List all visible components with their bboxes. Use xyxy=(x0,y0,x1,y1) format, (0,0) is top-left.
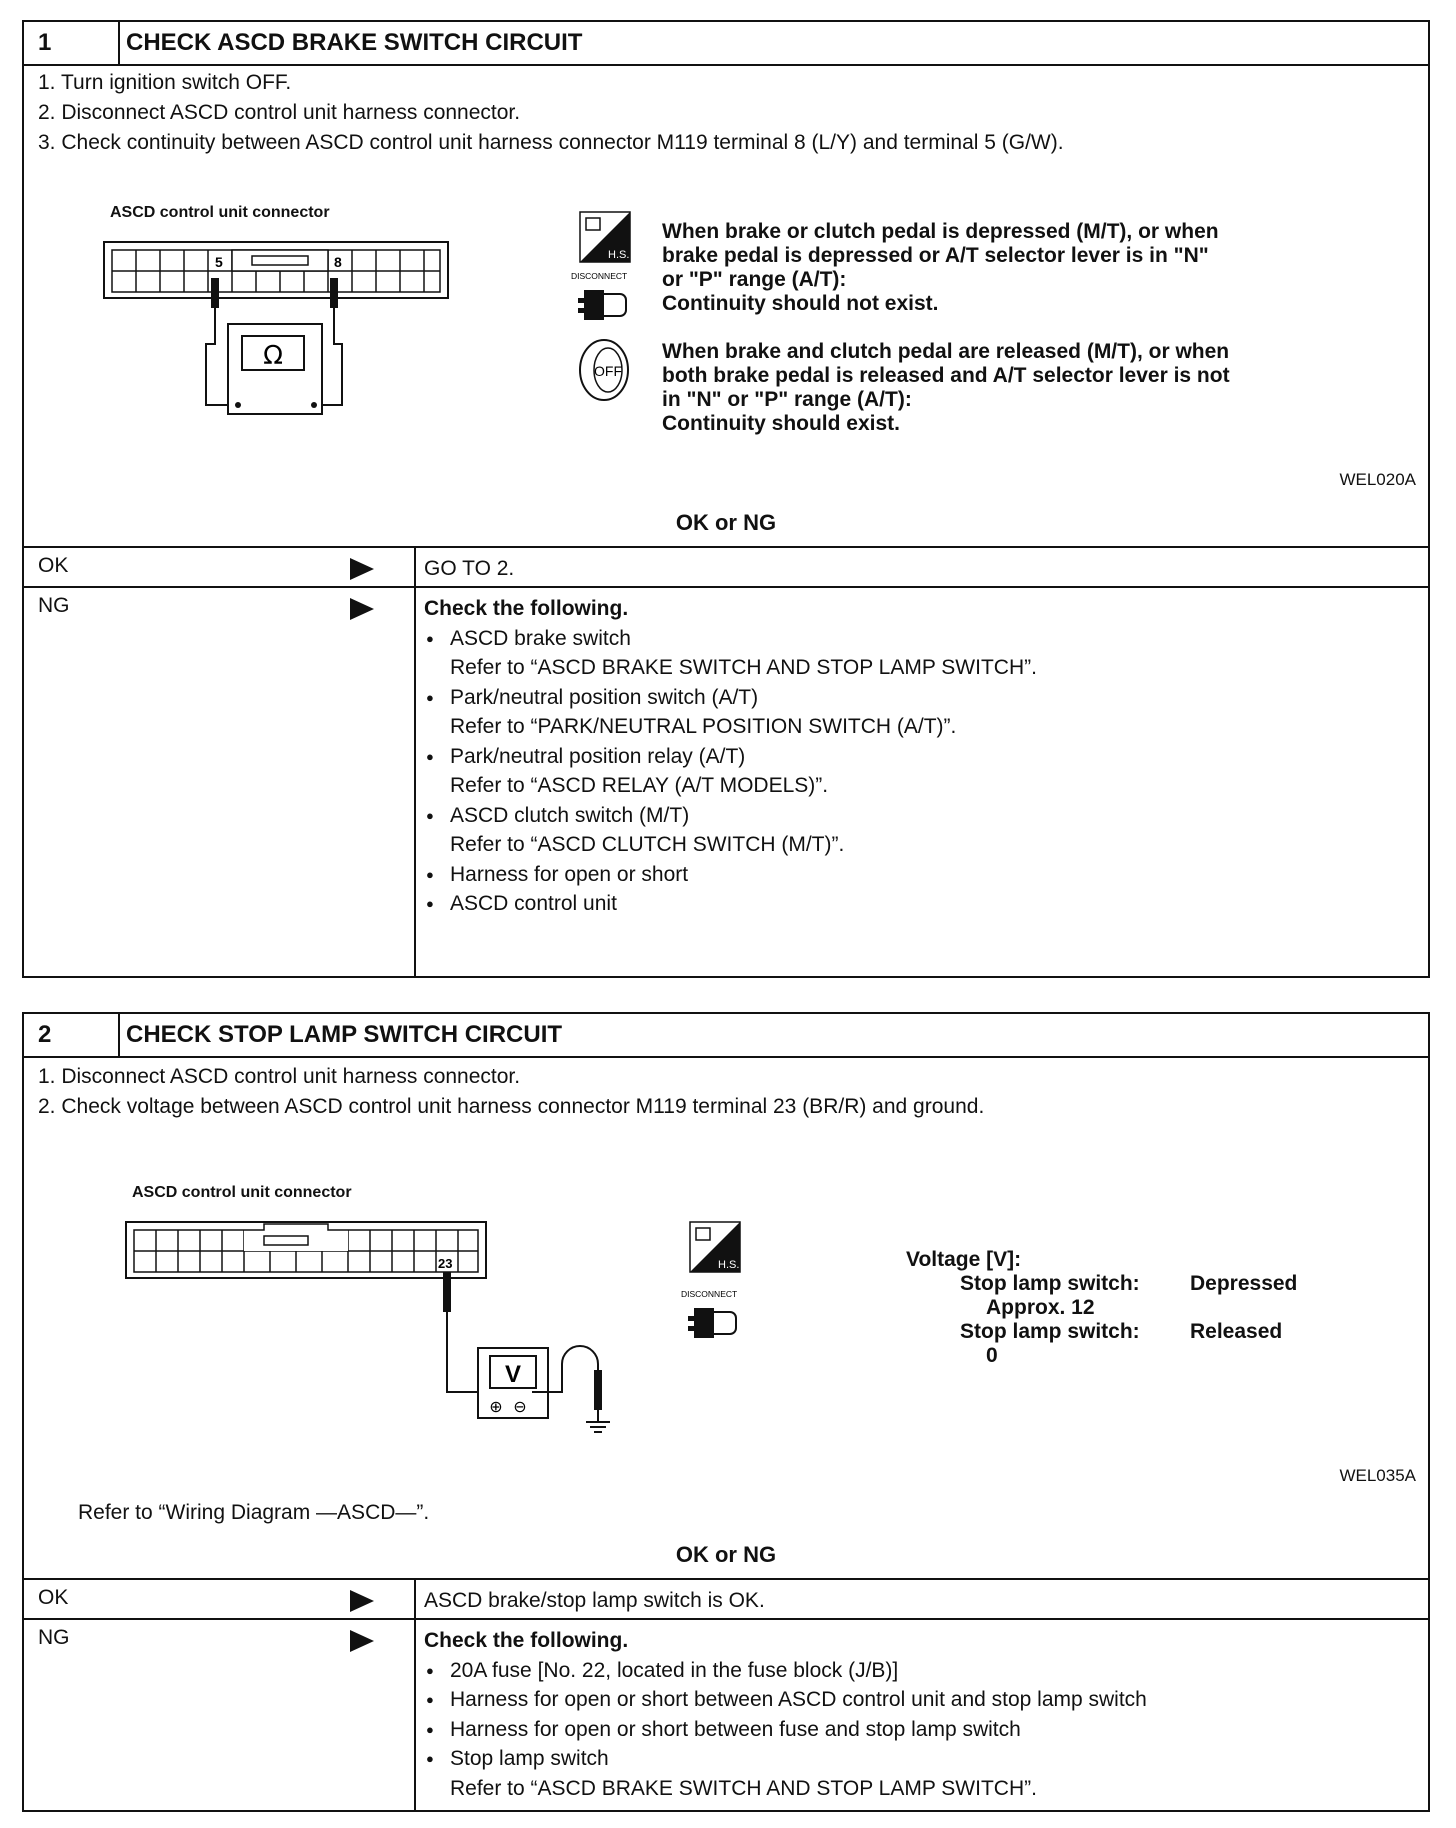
list-item: ● 20A fuse [No. 22, located in the fuse block (J/B)] xyxy=(424,1656,1420,1686)
ok-result: ASCD brake/stop lamp switch is OK. xyxy=(414,1580,1428,1618)
icon-column xyxy=(680,1220,752,1350)
ignition-off-icon xyxy=(580,340,628,400)
ng-checklist xyxy=(424,1656,1420,1804)
spec-block-exist: When brake and clutch pedal are released (M/T), or when both brake pedal is released and A/T selector lever is not in "N" or "P" range (A/T): Continuity should exist. xyxy=(662,340,1230,435)
hs-icon xyxy=(580,212,630,262)
arrow-icon xyxy=(350,598,374,620)
instruction-line: 2. Check voltage between ASCD control unit harness connector M119 terminal 23 (BR/R) and ground. xyxy=(38,1095,985,1118)
svg-text:H.S.: H.S. xyxy=(718,1259,740,1271)
list-item-ref: Refer to “ASCD RELAY (A/T MODELS)”. xyxy=(450,774,829,797)
instruction-line: 1. Turn ignition switch OFF. xyxy=(38,71,292,94)
continuity-diagram xyxy=(102,240,482,450)
step-title: CHECK STOP LAMP SWITCH CIRCUIT xyxy=(126,1021,563,1048)
ng-row xyxy=(24,1618,1428,1810)
arrow-icon xyxy=(350,558,374,580)
arrow-icon xyxy=(350,1630,374,1652)
hs-icon xyxy=(690,1222,740,1272)
voltage-row-2-value: 0 xyxy=(986,1344,998,1367)
ng-lead: Check the following. xyxy=(424,597,629,620)
instructions xyxy=(38,1062,984,1122)
ok-label: OK xyxy=(38,1586,69,1609)
ok-result: GO TO 2. xyxy=(414,548,1428,586)
figure-ref: WEL035A xyxy=(1339,1466,1416,1485)
ng-checklist xyxy=(424,624,1420,919)
instruction-line: 3. Check continuity between ASCD control unit harness connector M119 terminal 8 (L/Y) and terminal 5 (G/W). xyxy=(38,131,1064,154)
ok-label: OK xyxy=(38,554,69,577)
ng-lead: Check the following. xyxy=(424,1629,629,1652)
step-1-header xyxy=(24,22,1428,66)
ground-icon xyxy=(586,1422,610,1432)
voltage-row-1-label: Stop lamp switch: xyxy=(960,1272,1140,1295)
arrow-icon xyxy=(350,1590,374,1612)
disconnect-icon xyxy=(578,290,626,320)
svg-text:H.S.: H.S. xyxy=(608,249,630,261)
voltage-row-1-value: Approx. 12 xyxy=(986,1296,1095,1319)
ok-row xyxy=(24,1578,1428,1618)
list-item-ref: Refer to “PARK/NEUTRAL POSITION SWITCH (A/T)”. xyxy=(450,715,957,738)
svg-text:OFF: OFF xyxy=(594,363,622,379)
terminal-23-label: 23 xyxy=(438,1256,453,1271)
plus-icon: ⊕ xyxy=(489,1397,503,1416)
voltage-row-1-state: Depressed xyxy=(1190,1272,1298,1295)
icon-column xyxy=(570,210,642,420)
connector-label: ASCD control unit connector xyxy=(132,1184,352,1201)
instruction-line: 2. Disconnect ASCD control unit harness connector. xyxy=(38,101,521,124)
ok-or-ng-label: OK or NG xyxy=(675,1542,777,1567)
figure-ref: WEL020A xyxy=(1339,470,1416,489)
disconnect-label: DISCONNECT xyxy=(571,271,628,281)
ng-label: NG xyxy=(38,1626,70,1649)
step-number: 2 xyxy=(24,1014,120,1056)
voltage-row-2-label: Stop lamp switch: xyxy=(960,1320,1140,1343)
terminal-8-label: 8 xyxy=(334,254,342,270)
list-item: ● Harness for open or short between fuse and stop lamp switch xyxy=(424,1715,1420,1745)
connector-label: ASCD control unit connector xyxy=(110,204,330,221)
list-item: ● Harness for open or short between ASCD control unit and stop lamp switch xyxy=(424,1685,1420,1715)
step-2-box xyxy=(22,1012,1430,1812)
voltage-row-2-state: Released xyxy=(1190,1320,1283,1343)
list-item: ● ASCD clutch switch (M/T) xyxy=(424,801,1420,831)
disconnect-label: DISCONNECT xyxy=(681,1289,738,1299)
list-item-ref: Refer to “ASCD BRAKE SWITCH AND STOP LAMP SWITCH”. xyxy=(450,1776,1037,1800)
step-title: CHECK ASCD BRAKE SWITCH CIRCUIT xyxy=(126,29,583,56)
instruction-line: 1. Disconnect ASCD control unit harness connector. xyxy=(38,1065,521,1088)
ok-or-ng-label: OK or NG xyxy=(675,510,777,535)
voltage-title: Voltage [V]: xyxy=(906,1248,1022,1271)
step-1-box xyxy=(22,20,1430,978)
voltmeter-symbol: V xyxy=(504,1361,522,1388)
ng-label: NG xyxy=(38,594,70,617)
list-item-ref: Refer to “ASCD BRAKE SWITCH AND STOP LAMP SWITCH”. xyxy=(450,656,1037,679)
spec-block-not-exist: When brake or clutch pedal is depressed (M/T), or when brake pedal is depressed or A/T selector lever is in "N" or "P" range (A/T): Continuity should not exist. xyxy=(662,220,1219,315)
list-item: ● Stop lamp switch xyxy=(424,1744,1420,1774)
step-number: 1 xyxy=(24,22,120,64)
ok-row xyxy=(24,546,1428,586)
list-item: ● Park/neutral position relay (A/T) xyxy=(424,742,1420,772)
wiring-diagram-ref: Refer to “Wiring Diagram —ASCD—”. xyxy=(78,1501,430,1524)
voltage-diagram xyxy=(124,1220,644,1440)
terminal-5-label: 5 xyxy=(215,254,223,270)
ng-result xyxy=(414,588,1428,976)
list-item: ● ASCD brake switch xyxy=(424,624,1420,654)
ng-result xyxy=(414,1620,1428,1810)
step-2-header xyxy=(24,1014,1428,1058)
minus-icon: ⊖ xyxy=(513,1397,527,1416)
list-item: ● Harness for open or short xyxy=(424,860,1420,890)
list-item-ref: Refer to “ASCD CLUTCH SWITCH (M/T)”. xyxy=(450,833,845,856)
ohm-symbol: Ω xyxy=(263,341,283,371)
list-item: ● ASCD control unit xyxy=(424,889,1420,919)
disconnect-icon xyxy=(688,1308,736,1338)
ng-row xyxy=(24,586,1428,976)
list-item: ● Park/neutral position switch (A/T) xyxy=(424,683,1420,713)
instructions xyxy=(38,68,1064,158)
